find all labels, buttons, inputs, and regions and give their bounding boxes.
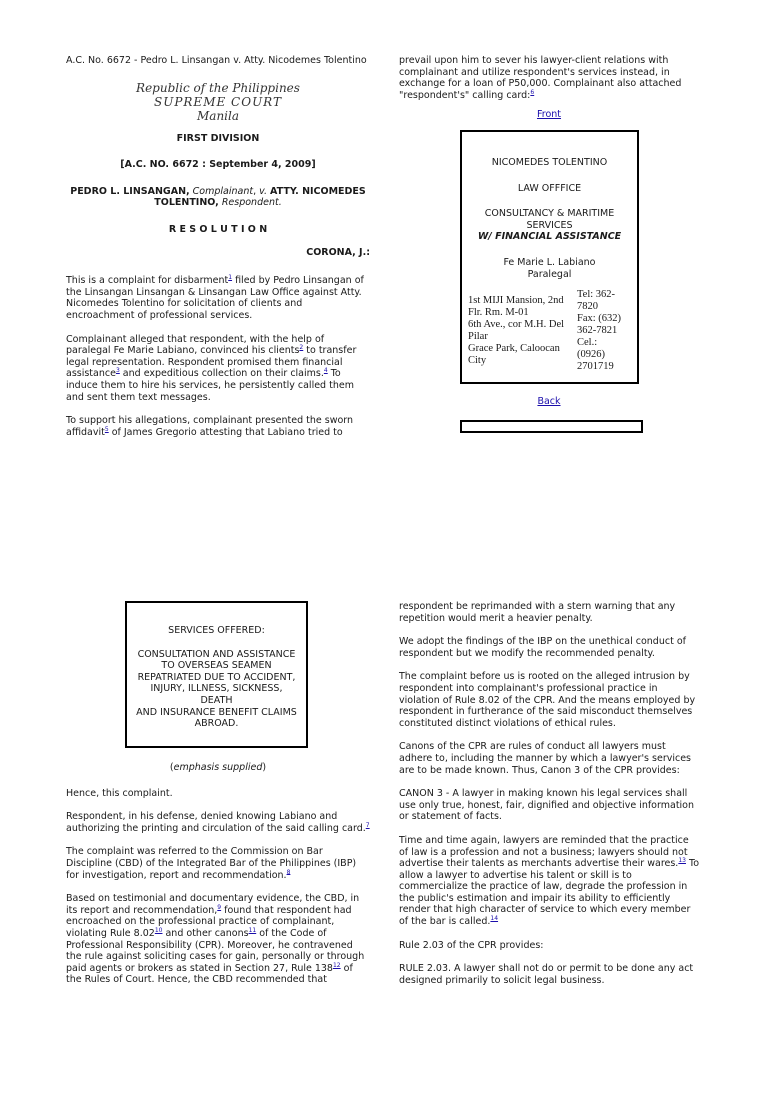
- paragraph: Respondent, in his defense, denied knowing Labiano and authorizing the printing and circulation of the said calling card.$^7$: [66, 811, 370, 834]
- respondent-role: Respondent.: [221, 197, 282, 209]
- respondent-name: ATTY. NICOMEDES TOLENTINO,: [154, 185, 366, 209]
- footnote-link[interactable]: 4: [323, 367, 328, 375]
- division-heading: FIRST DIVISION: [176, 132, 260, 144]
- card-assistance: W/ FINANCIAL ASSISTANCE: [477, 231, 622, 243]
- footnote-link[interactable]: 1: [228, 274, 233, 281]
- card-name: NICOMEDES TOLENTINO: [491, 156, 608, 168]
- emphasis-note: (emphasis supplied): [169, 762, 267, 773]
- left-column: [66, 601, 370, 998]
- case-number: [A.C. NO. 6672 : September 4, 2009]: [120, 159, 316, 171]
- footnote-link[interactable]: 7: [365, 821, 370, 829]
- services-offered-box: [125, 601, 308, 748]
- court-republic: Republic of the Philippines: [136, 80, 300, 95]
- card-services: CONSULTANCY & MARITIME SERVICES: [484, 208, 615, 231]
- footnote-link[interactable]: 12: [332, 961, 341, 969]
- case-citation: A.C. No. 6672 - Pedro L. Linsangan v. Atty. Nicodemes Tolentino: [66, 55, 367, 66]
- card-phones: Tel: 362- 7820 Fax: (632) 362-7821 Cel.: (0926) 2701719: [577, 289, 622, 373]
- footnote-link[interactable]: 2: [299, 343, 304, 351]
- footnote-link[interactable]: 10: [154, 926, 163, 934]
- page-2: [0, 601, 768, 1098]
- card-office: LAW OFFFICE: [517, 182, 582, 194]
- resolution-heading: R E S O L U T I O N: [168, 223, 268, 235]
- footnote-link[interactable]: 8: [286, 868, 291, 876]
- front-link[interactable]: Front: [536, 109, 562, 121]
- complainant-name: PEDRO L. LINSANGAN,: [70, 185, 190, 197]
- paragraph: The complaint before us is rooted on the alleged intrusion by respondent into complainant's professional practice in violation of Rule 8.02 of the CPR. And the means employed by respondent in furtherance of the said misconduct themselves constituted distinct violations of ethical rules.: [399, 671, 696, 729]
- card-paralegal-title: Paralegal: [527, 268, 572, 280]
- court-name: SUPREME COURT: [153, 94, 283, 109]
- court-city: Manila: [197, 108, 239, 123]
- versus: v.: [259, 185, 268, 197]
- left-column: [66, 55, 370, 450]
- footnote-link[interactable]: 13: [678, 856, 686, 864]
- paragraph: Based on testimonial and documentary evidence, the CBD, in its report and recommendation,$^9$ found that respondent had encroached on the professional practice of complainant, violating Rule 8.02$^{10}$ and other canons$^{11}$ of the Code of Professional Responsibility (CPR). Moreover, he contravened the rule against soliciting cases for gain, personally or through paid agents or brokers as stated in Section 27, Rule $138^{12}$ of the Rules of Court. Hence, the CBD recommended that: [66, 893, 365, 986]
- services-title: SERVICES OFFERED:: [168, 625, 265, 636]
- paragraph: prevail upon him to sever his lawyer-client relations with complainant and utilize respondent's services instead, in exchange for a loan of P50,000. Complainant also attached "respondent's" calling card:$^6$: [399, 55, 682, 101]
- parties: PEDRO L. LINSANGAN, Complainant, v. ATTY. NICOMEDES TOLENTINO, Respondent.: [70, 185, 366, 209]
- calling-card-front: [460, 130, 639, 384]
- paragraph: This is a complaint for disbarment$^1$ filed by Pedro Linsangan of the Linsangan Linsangan & Linsangan Law Office against Atty. Nicomedes Tolentino for solicitation of clients and encroachment of professional services.: [66, 274, 364, 321]
- footnote-link[interactable]: 11: [248, 926, 257, 934]
- back-link[interactable]: Back: [537, 395, 561, 407]
- page-1: [0, 55, 768, 552]
- footnote-link[interactable]: 6: [530, 88, 535, 96]
- card-contact: [462, 289, 637, 373]
- paragraph: We adopt the findings of the IBP on the unethical conduct of respondent but we modify the recommended penalty.: [399, 636, 686, 659]
- paragraph: Complainant alleged that respondent, with the help of paralegal Fe Marie Labiano, convinced his clients$^2$ to transfer legal representation. Respondent promised them financial assistance$^3$ and expeditious collection on their claims.$^4$ To induce them to hire his services, he persistently called them and sent them text messages.: [66, 333, 357, 403]
- paragraph: Hence, this complaint.: [66, 787, 173, 799]
- ponente: CORONA, J.:: [306, 246, 370, 258]
- paragraph: Rule 2.03 of the CPR provides:: [399, 939, 544, 951]
- footnote-link[interactable]: 14: [490, 914, 499, 922]
- services-line-1: CONSULTATION AND ASSISTANCE TO OVERSEAS SEAMEN REPATRIATED DUE TO ACCIDENT, INJURY, ILLNESS, SICKNESS, DEATH: [137, 648, 296, 706]
- services-line-2: AND INSURANCE BENEFIT CLAIMS ABROAD.: [136, 706, 297, 730]
- paragraph: Canons of the CPR are rules of conduct all lawyers must adhere to, including the manner by which a lawyer's services are to be made known. Thus, Canon 3 of the CPR provides:: [399, 741, 692, 776]
- paragraph: CANON 3 - A lawyer in making known his legal services shall use only true, honest, fair, dignified and objective information or statement of facts.: [399, 788, 695, 823]
- footnote-link[interactable]: 5: [104, 425, 109, 433]
- footnote-link[interactable]: 3: [115, 367, 120, 375]
- paragraph: To support his allegations, complainant presented the sworn affidavit$^5$ of James Gregorio attesting that Labiano tried to: [66, 415, 354, 438]
- paragraph: RULE 2.03. A lawyer shall not do or permit to be done any act designed primarily to solicit legal business.: [399, 963, 694, 986]
- right-column: [399, 601, 699, 998]
- court-header: [66, 81, 370, 123]
- footnote-link[interactable]: 9: [217, 903, 222, 911]
- calling-card-back: [460, 420, 643, 433]
- paragraph: The complaint was referred to the Commission on Bar Discipline (CBD) of the Integrated Bar of the Philippines (IBP) for investigation, report and recommendation.$^8$: [66, 846, 357, 881]
- right-column: [399, 55, 699, 433]
- paragraph: Time and time again, lawyers are reminded that the practice of law is a profession and not a business; lawyers should not advertise their talents as merchants advertise their wares.$^{13}$ To allow a lawyer to advertise his talent or skill is to commercialize the practice of law, degrade the profession in the public's estimation and impair its ability to efficiently render that high character of service to which every member of the bar is called.$^{14}$: [399, 834, 700, 928]
- paragraph: respondent be reprimanded with a stern warning that any repetition would merit a heavier penalty.: [399, 601, 676, 624]
- card-address: 1st MIJI Mansion, 2nd Flr. Rm. M-01 6th Ave., cor M.H. Del Pilar Grace Park, Caloocan City: [468, 295, 565, 367]
- card-paralegal-name: Fe Marie L. Labiano: [503, 256, 596, 268]
- complainant-role: Complainant: [192, 185, 254, 197]
